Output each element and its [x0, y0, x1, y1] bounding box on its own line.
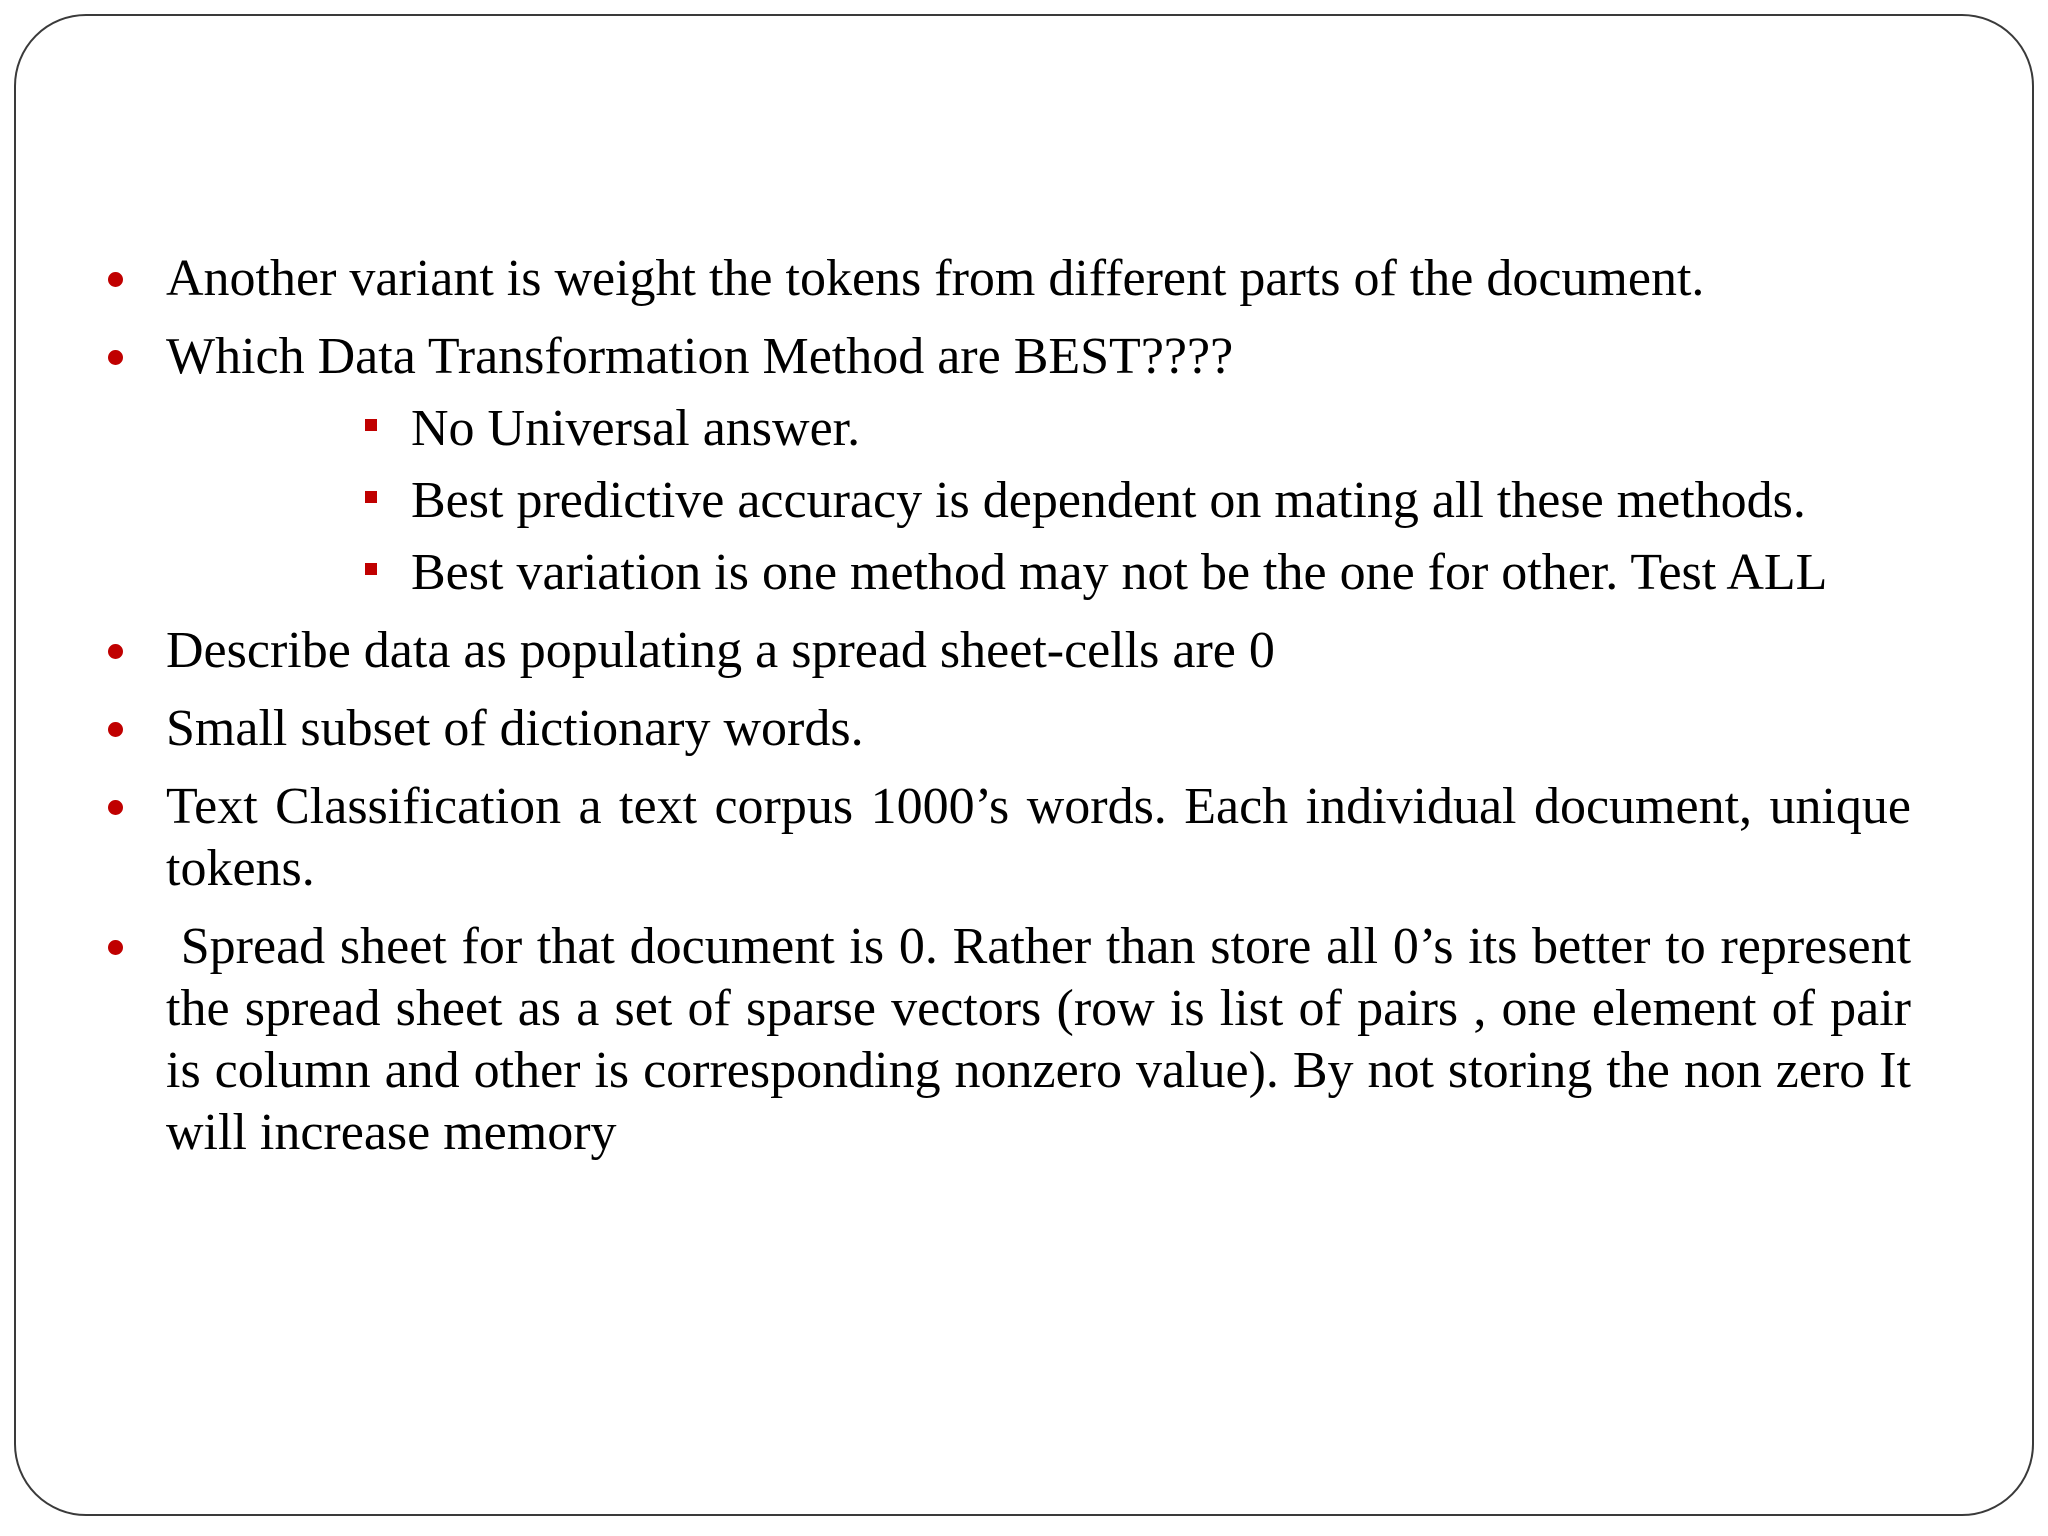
bullet-text: Another variant is weight the tokens from different parts of the document. [166, 250, 1705, 307]
round-bullet-icon [108, 350, 123, 365]
round-bullet-icon [108, 644, 123, 659]
bullet-item-4 [166, 698, 1911, 760]
sub-bullet-text: No Universal answer. [411, 400, 861, 457]
bullet-item-2 [166, 326, 1911, 388]
round-bullet-icon [108, 800, 123, 815]
square-bullet-icon [365, 563, 377, 575]
sub-bullet-text: Best predictive accuracy is dependent on mating all these methods. [411, 472, 1806, 529]
sub-bullet-item-1 [411, 398, 1911, 460]
round-bullet-icon [108, 940, 123, 955]
bullet-text: Text Classification a text corpus 1000’s words. Each individual document, unique tokens. [166, 778, 1911, 897]
bullet-text: Which Data Transformation Method are BEST???? [166, 328, 1234, 385]
bullet-item-3 [166, 620, 1911, 682]
sub-bullet-item-2 [411, 470, 1911, 532]
round-bullet-icon [108, 272, 123, 287]
sub-bullet-text: Best variation is one method may not be the one for other. Test ALL [411, 544, 1828, 601]
bullet-text: Small subset of dictionary words. [166, 700, 864, 757]
round-bullet-icon [108, 722, 123, 737]
bullet-list [166, 248, 1925, 1164]
square-bullet-icon [365, 419, 377, 431]
bullet-text: Spread sheet for that document is 0. Rather than store all 0’s its better to represent the spread sheet as a set of sparse vectors (row is list of pairs , one element of pair is column and other is corresponding nonzero value). By not storing the non zero It will increase memory [166, 918, 1925, 1161]
bullet-item-1 [166, 248, 1911, 310]
sub-bullet-item-3 [411, 542, 1911, 604]
bullet-item-6 [166, 916, 1925, 1164]
bullet-text: Describe data as populating a spread sheet-cells are 0 [166, 622, 1275, 679]
slide-frame [14, 14, 2034, 1516]
square-bullet-icon [365, 491, 377, 503]
bullet-item-5 [166, 776, 1911, 900]
